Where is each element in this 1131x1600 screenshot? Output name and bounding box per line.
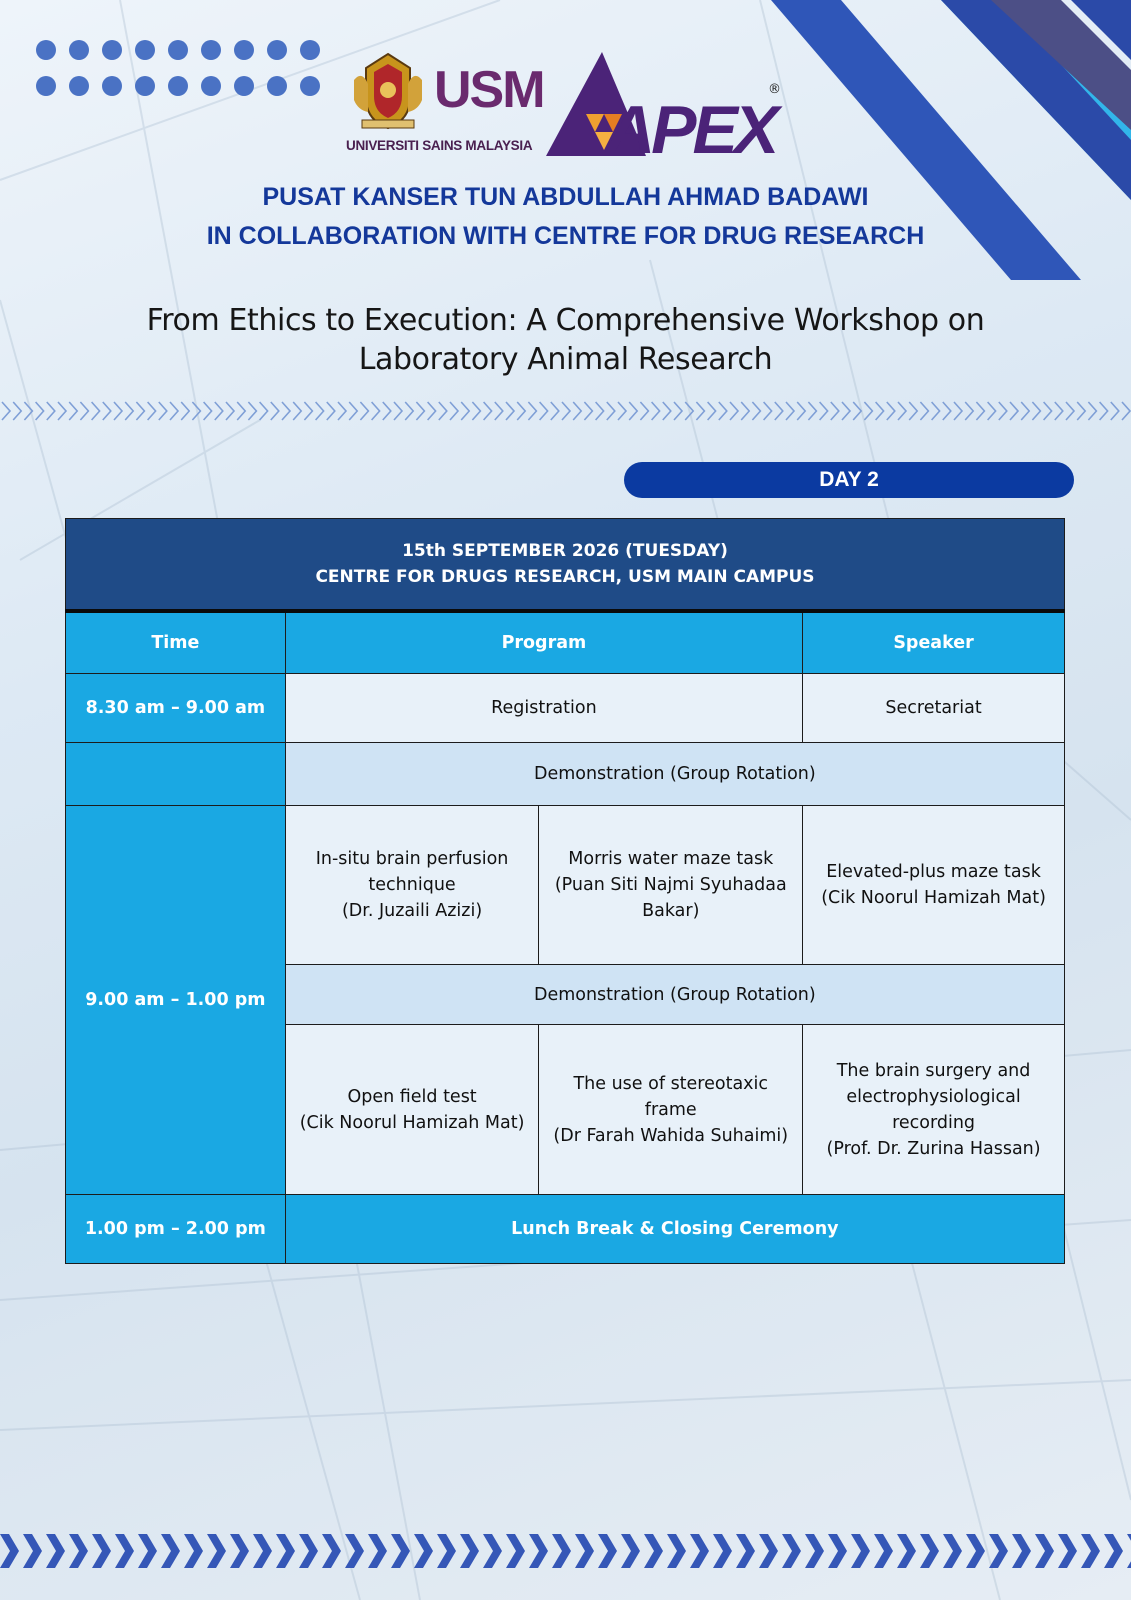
chevron-mark bbox=[372, 402, 380, 420]
activity-line: Open field test bbox=[347, 1086, 477, 1107]
usm-crest-icon bbox=[348, 50, 428, 132]
table-row bbox=[66, 1195, 1065, 1264]
chevron-mark bbox=[299, 1534, 318, 1568]
schedule-header bbox=[66, 519, 1065, 612]
chevron-mark bbox=[663, 402, 671, 420]
activity-speaker: (Dr. Juzaili Azizi) bbox=[341, 901, 483, 921]
chevron-mark bbox=[368, 1534, 387, 1568]
chevron-mark bbox=[730, 402, 738, 420]
table-row bbox=[66, 743, 1065, 806]
chevron-mark bbox=[607, 402, 615, 420]
chevron-mark bbox=[47, 402, 55, 420]
chevron-mark bbox=[260, 402, 268, 420]
apex-wordmark: APEX bbox=[606, 92, 776, 168]
apex-logo bbox=[546, 52, 786, 168]
chevron-mark bbox=[652, 402, 660, 420]
chevron-mark bbox=[338, 402, 346, 420]
chevron-mark bbox=[1088, 402, 1096, 420]
title-line-2: Laboratory Animal Research bbox=[358, 342, 773, 377]
chevron-mark bbox=[667, 1534, 686, 1568]
chevron-mark bbox=[920, 402, 928, 420]
chevron-mark bbox=[690, 1534, 709, 1568]
chevron-mark bbox=[759, 1534, 778, 1568]
chevron-mark bbox=[898, 402, 906, 420]
chevron-mark bbox=[1044, 402, 1052, 420]
chevron-mark bbox=[170, 402, 178, 420]
chevron-mark bbox=[282, 402, 290, 420]
time-cell: 9.00 am – 1.00 pm bbox=[66, 806, 286, 1195]
chevron-mark bbox=[483, 1534, 502, 1568]
time-cell-empty bbox=[66, 743, 286, 806]
chevron-mark bbox=[764, 402, 772, 420]
chevron-mark bbox=[506, 1534, 525, 1568]
chevron-mark bbox=[887, 402, 895, 420]
chevron-mark bbox=[775, 402, 783, 420]
activity-cell bbox=[539, 806, 803, 965]
chevron-mark bbox=[416, 402, 424, 420]
chevron-mark bbox=[562, 402, 570, 420]
chevron-mark bbox=[1127, 1534, 1131, 1568]
chevron-mark bbox=[271, 402, 279, 420]
chevron-mark bbox=[181, 402, 189, 420]
chevron-mark bbox=[999, 402, 1007, 420]
chevron-mark bbox=[596, 402, 604, 420]
table-row bbox=[66, 806, 1065, 965]
chevron-mark bbox=[215, 402, 223, 420]
chevron-mark bbox=[1055, 402, 1063, 420]
chevron-mark bbox=[976, 402, 984, 420]
chevron-mark bbox=[184, 1534, 203, 1568]
chevron-mark bbox=[786, 402, 794, 420]
demo-label-cell: Demonstration (Group Rotation) bbox=[285, 965, 1064, 1025]
schedule-header-row bbox=[66, 519, 1065, 612]
decorative-dots bbox=[36, 40, 320, 96]
chevron-mark bbox=[13, 402, 21, 420]
workshop-title bbox=[0, 301, 1131, 379]
chevron-mark bbox=[0, 1534, 19, 1568]
chevron-mark bbox=[920, 1534, 939, 1568]
chevron-mark bbox=[24, 402, 32, 420]
chevron-mark bbox=[629, 402, 637, 420]
chevron-mark bbox=[428, 402, 436, 420]
chevron-mark bbox=[797, 402, 805, 420]
chevron-mark bbox=[598, 1534, 617, 1568]
chevron-mark bbox=[230, 1534, 249, 1568]
chevron-mark bbox=[853, 402, 861, 420]
chevron-mark bbox=[1058, 1534, 1077, 1568]
activity-speaker: (Dr Farah Wahida Suhaimi) bbox=[553, 1125, 789, 1146]
table-row bbox=[66, 674, 1065, 743]
organizer-line-1: PUSAT KANSER TUN ABDULLAH AHMAD BADAWI bbox=[262, 183, 869, 211]
chevron-mark bbox=[551, 402, 559, 420]
chevron-mark bbox=[322, 1534, 341, 1568]
activity-cell bbox=[803, 1025, 1065, 1195]
chevron-mark bbox=[828, 1534, 847, 1568]
chevron-mark bbox=[1077, 402, 1085, 420]
chevron-mark bbox=[360, 402, 368, 420]
chevron-mark bbox=[461, 402, 469, 420]
activity-line: The use of stereotaxic bbox=[573, 1073, 769, 1094]
chevron-mark bbox=[159, 402, 167, 420]
title-line-1: From Ethics to Execution: A Comprehensive Workshop on bbox=[146, 303, 985, 338]
time-cell: 8.30 am – 9.00 am bbox=[66, 674, 286, 743]
chevron-mark bbox=[92, 402, 100, 420]
chevron-mark bbox=[528, 402, 536, 420]
chevron-mark bbox=[685, 402, 693, 420]
speaker-cell: Secretariat bbox=[803, 674, 1065, 743]
chevron-mark bbox=[696, 402, 704, 420]
chevron-mark bbox=[115, 1534, 134, 1568]
chevron-mark bbox=[842, 402, 850, 420]
chevron-mark bbox=[1012, 1534, 1031, 1568]
column-header-row bbox=[66, 611, 1065, 674]
chevron-mark bbox=[248, 402, 256, 420]
chevron-mark bbox=[909, 402, 917, 420]
usm-wordmark: USM bbox=[434, 61, 544, 119]
chevron-mark bbox=[644, 1534, 663, 1568]
chevron-mark bbox=[640, 402, 648, 420]
chevron-mark bbox=[1035, 1534, 1054, 1568]
chevron-mark bbox=[954, 402, 962, 420]
schedule-venue: CENTRE FOR DRUGS RESEARCH, USM MAIN CAMPUS bbox=[315, 567, 815, 587]
chevron-mark bbox=[932, 402, 940, 420]
activity-line: In-situ brain perfusion bbox=[315, 849, 509, 869]
chevron-mark bbox=[1100, 402, 1108, 420]
chevron-mark bbox=[349, 402, 357, 420]
activity-line: electrophysiological bbox=[846, 1086, 1021, 1107]
activity-cell bbox=[285, 1025, 539, 1195]
chevron-mark bbox=[484, 402, 492, 420]
chevron-mark bbox=[69, 1534, 88, 1568]
chevron-mark bbox=[1010, 402, 1018, 420]
schedule-table bbox=[65, 518, 1065, 1264]
chevron-mark bbox=[36, 402, 44, 420]
chevron-mark bbox=[897, 1534, 916, 1568]
chevron-mark bbox=[805, 1534, 824, 1568]
activity-line: frame bbox=[644, 1099, 697, 1120]
chevron-mark bbox=[618, 402, 626, 420]
chevron-mark bbox=[23, 1534, 42, 1568]
chevron-mark bbox=[437, 1534, 456, 1568]
program-cell: Registration bbox=[285, 674, 802, 743]
chevron-mark bbox=[58, 402, 66, 420]
chevron-mark bbox=[1066, 402, 1074, 420]
column-header-time: Time bbox=[66, 611, 286, 674]
chevron-mark bbox=[460, 1534, 479, 1568]
chevron-mark bbox=[114, 402, 122, 420]
chevron-mark bbox=[540, 402, 548, 420]
chevron-mark bbox=[874, 1534, 893, 1568]
activity-cell bbox=[803, 806, 1065, 965]
chevron-mark bbox=[506, 402, 514, 420]
activity-line: Morris water maze task bbox=[568, 849, 774, 869]
chevron-mark bbox=[46, 1534, 65, 1568]
chevron-mark bbox=[383, 402, 391, 420]
chevron-mark bbox=[316, 402, 324, 420]
chevron-mark bbox=[138, 1534, 157, 1568]
chevron-mark bbox=[345, 1534, 364, 1568]
chevron-mark bbox=[752, 402, 760, 420]
chevron-mark bbox=[237, 402, 245, 420]
chevron-mark bbox=[1021, 402, 1029, 420]
chevron-mark bbox=[831, 402, 839, 420]
chevron-mark bbox=[276, 1534, 295, 1568]
chevron-mark bbox=[391, 1534, 410, 1568]
activity-line: The brain surgery and bbox=[836, 1060, 1031, 1081]
chevron-mark bbox=[495, 402, 503, 420]
chevron-mark bbox=[621, 1534, 640, 1568]
chevron-mark bbox=[414, 1534, 433, 1568]
lunch-cell: Lunch Break & Closing Ceremony bbox=[285, 1195, 1064, 1264]
column-header-speaker: Speaker bbox=[803, 611, 1065, 674]
activity-line: recording bbox=[892, 1112, 976, 1133]
chevron-mark bbox=[192, 402, 200, 420]
chevron-mark bbox=[584, 402, 592, 420]
chevron-mark bbox=[1104, 1534, 1123, 1568]
chevron-mark bbox=[552, 1534, 571, 1568]
chevron-mark bbox=[405, 402, 413, 420]
schedule-date: 15th SEPTEMBER 2026 (TUESDAY) bbox=[402, 541, 728, 561]
usm-caption: UNIVERSITI SAINS MALAYSIA bbox=[346, 138, 533, 153]
chevron-mark bbox=[394, 402, 402, 420]
chevron-mark bbox=[1111, 402, 1119, 420]
activity-speaker: (Cik Noorul Hamizah Mat) bbox=[299, 1112, 525, 1133]
chevron-mark bbox=[1032, 402, 1040, 420]
chevron-mark bbox=[517, 402, 525, 420]
chevron-divider-top bbox=[0, 398, 1131, 424]
chevron-mark bbox=[204, 402, 212, 420]
activity-speaker: (Puan Siti Najmi Syuhadaa bbox=[554, 875, 787, 895]
chevron-mark bbox=[439, 402, 447, 420]
activity-cell bbox=[285, 806, 539, 965]
chevron-mark bbox=[741, 402, 749, 420]
demo-label-cell: Demonstration (Group Rotation) bbox=[285, 743, 1064, 806]
activity-line: technique bbox=[368, 875, 456, 895]
chevron-mark bbox=[92, 1534, 111, 1568]
usm-logo bbox=[346, 50, 544, 160]
day-badge: DAY 2 bbox=[624, 462, 1074, 498]
chevron-mark bbox=[820, 402, 828, 420]
chevron-mark bbox=[943, 1534, 962, 1568]
activity-line: Elevated-plus maze task bbox=[826, 862, 1041, 882]
chevron-mark bbox=[148, 402, 156, 420]
chevron-mark bbox=[713, 1534, 732, 1568]
chevron-mark bbox=[736, 1534, 755, 1568]
chevron-mark bbox=[708, 402, 716, 420]
chevron-mark bbox=[69, 402, 77, 420]
chevron-mark bbox=[80, 402, 88, 420]
chevron-mark bbox=[808, 402, 816, 420]
activity-speaker: (Cik Noorul Hamizah Mat) bbox=[821, 888, 1046, 908]
chevron-mark bbox=[575, 1534, 594, 1568]
time-cell: 1.00 pm – 2.00 pm bbox=[66, 1195, 286, 1264]
chevron-mark bbox=[1122, 402, 1130, 420]
chevron-mark bbox=[2, 402, 10, 420]
chevron-mark bbox=[304, 402, 312, 420]
activity-cell bbox=[539, 1025, 803, 1195]
chevron-mark bbox=[943, 402, 951, 420]
chevron-mark bbox=[965, 402, 973, 420]
chevron-mark bbox=[293, 402, 301, 420]
column-header-program: Program bbox=[285, 611, 802, 674]
chevron-mark bbox=[103, 402, 111, 420]
chevron-mark bbox=[136, 402, 144, 420]
chevron-mark bbox=[161, 1534, 180, 1568]
chevron-mark bbox=[226, 402, 234, 420]
activity-speaker: Bakar) bbox=[642, 901, 700, 921]
chevron-mark bbox=[125, 402, 133, 420]
chevron-mark bbox=[876, 402, 884, 420]
registered-mark: ® bbox=[768, 82, 781, 97]
chevron-mark bbox=[207, 1534, 226, 1568]
chevron-mark bbox=[327, 402, 335, 420]
chevron-mark bbox=[851, 1534, 870, 1568]
chevron-mark bbox=[253, 1534, 272, 1568]
chevron-mark bbox=[864, 402, 872, 420]
chevron-mark bbox=[450, 402, 458, 420]
activity-speaker: (Prof. Dr. Zurina Hassan) bbox=[826, 1138, 1041, 1159]
chevron-mark bbox=[966, 1534, 985, 1568]
chevron-mark bbox=[989, 1534, 1008, 1568]
chevron-mark bbox=[472, 402, 480, 420]
chevron-mark bbox=[573, 402, 581, 420]
chevron-mark bbox=[674, 402, 682, 420]
chevron-mark bbox=[1081, 1534, 1100, 1568]
chevron-mark bbox=[988, 402, 996, 420]
chevron-mark bbox=[719, 402, 727, 420]
organizer-line-2: IN COLLABORATION WITH CENTRE FOR DRUG RESEARCH bbox=[206, 222, 925, 250]
chevron-divider-bottom bbox=[0, 1531, 1131, 1571]
chevron-mark bbox=[529, 1534, 548, 1568]
chevron-mark bbox=[782, 1534, 801, 1568]
